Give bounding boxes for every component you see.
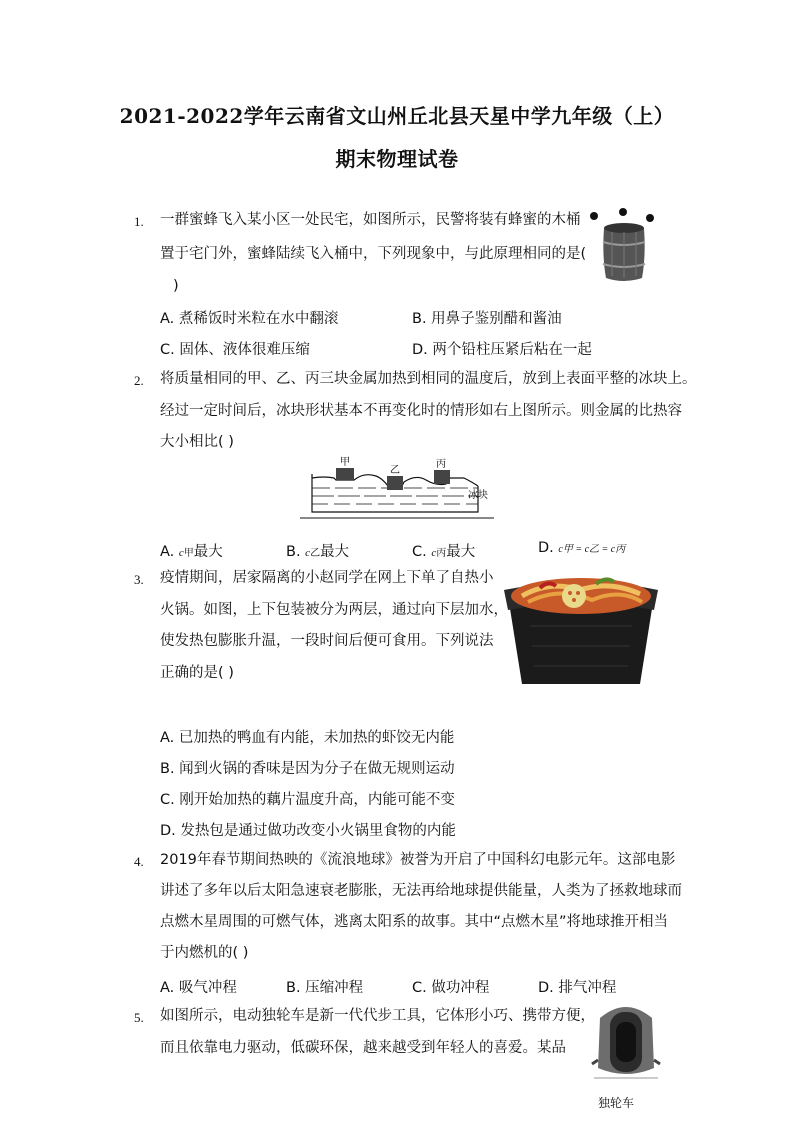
question-3-option-b: B. 闻到火锅的香味是因为分子在做无规则运动 <box>160 761 455 777</box>
question-2-line: 大小相比( ) <box>160 434 234 450</box>
question-4-line: 2019年春节期间热映的《流浪地球》被誉为开启了中国科幻电影元年。这部电影 <box>160 852 676 868</box>
self-heating-hotpot-figure <box>500 566 662 690</box>
question-1-option-b: B. 用鼻子鉴别醋和酱油 <box>412 311 562 327</box>
question-3-option-d: D. 发热包是通过做功改变小火锅里食物的内能 <box>160 823 456 839</box>
question-1-line: 一群蜜蜂飞入某小区一处民宅，如图所示，民警将装有蜂蜜的木桶 <box>160 212 581 228</box>
question-3-option-a: A. 已加热的鸭血有内能，未加热的虾饺无内能 <box>160 730 455 746</box>
question-1-line: 置于宅门外，蜜蜂陆续飞入桶中，下列现象中，与此原理相同的是( <box>160 246 587 262</box>
metal-bing-block <box>434 470 450 484</box>
unicycle-figure <box>590 998 662 1092</box>
paper-title-line2: 期末物理试卷 <box>335 147 459 171</box>
question-1-option-a: A. 煮稀饭时米粒在水中翻滚 <box>160 311 339 327</box>
honey-bucket-figure <box>586 206 662 286</box>
question-3-number: 3. <box>134 572 144 587</box>
question-5-line: 如图所示，电动独轮车是新一代代步工具，它体形小巧、携带方便， <box>160 1008 595 1024</box>
question-3-line: 疫情期间，居家隔离的小赵同学在网上下单了自热小 <box>160 570 494 586</box>
question-2-line: 经过一定时间后，冰块形状基本不再变化时的情形如右上图所示。则金属的比热容 <box>160 403 682 419</box>
bee-icon <box>646 214 654 222</box>
question-1-line: ) <box>173 278 179 294</box>
question-3-option-c: C. 刚开始加热的藕片温度升高，内能可能不变 <box>160 792 455 808</box>
question-4-option-b: B. 压缩冲程 <box>286 980 364 996</box>
question-2-number: 2. <box>134 373 144 388</box>
metal-jia-block <box>336 468 354 480</box>
question-2-line: 将质量相同的甲、乙、丙三块金属加热到相同的温度后，放到上表面平整的冰块上。 <box>160 371 697 387</box>
question-3-line: 火锅。如图，上下包装被分为两层，通过向下层加水， <box>160 602 508 618</box>
question-2-option-c: C. c丙最大 <box>412 544 476 560</box>
label-jia: 甲 <box>340 457 350 468</box>
question-1-option-c: C. 固体、液体很难压缩 <box>160 342 310 358</box>
label-bing: 丙 <box>436 459 446 470</box>
lotus-slice-icon <box>562 584 586 608</box>
question-4-line: 讲述了多年以后太阳急速衰老膨胀，无法再给地球提供能量，人类为了拯救地球而 <box>160 883 682 899</box>
metal-yi-block <box>387 476 403 490</box>
unicycle-caption: 独轮车 <box>598 1096 635 1110</box>
label-ice-block: 冰块 <box>468 490 488 501</box>
question-2-option-b: B. c乙最大 <box>286 544 350 560</box>
question-1-number: 1. <box>134 214 144 229</box>
question-4-option-d: D. 排气冲程 <box>538 980 617 996</box>
question-4-line: 于内燃机的( ) <box>160 945 249 961</box>
question-4-option-c: C. 做功冲程 <box>412 980 490 996</box>
question-1-option-d: D. 两个铅柱压紧后粘在一起 <box>412 342 592 358</box>
question-2-option-d: D. c甲 = c乙 = c丙 <box>538 540 626 556</box>
question-4-number: 4. <box>134 854 144 869</box>
question-2-option-a: A. c甲最大 <box>160 544 223 560</box>
question-3-line: 正确的是( ) <box>160 665 234 681</box>
paper-title-line1: 2021-2022学年云南省文山州丘北县天星中学九年级（上） <box>119 104 675 128</box>
ice-block-figure <box>298 456 496 520</box>
question-4-option-a: A. 吸气冲程 <box>160 980 237 996</box>
bee-icon <box>590 212 598 220</box>
label-yi: 乙 <box>390 465 400 476</box>
question-5-number: 5. <box>134 1010 144 1025</box>
question-4-line: 点燃木星周围的可燃气体，逃离太阳系的故事。其中“点燃木星”将地球推开相当 <box>160 914 669 930</box>
question-3-line: 使发热包膨胀升温，一段时间后便可食用。下列说法 <box>160 633 494 649</box>
question-5-line: 而且依靠电力驱动，低碳环保，越来越受到年轻人的喜爱。某品 <box>160 1040 566 1056</box>
bee-icon <box>619 208 627 216</box>
